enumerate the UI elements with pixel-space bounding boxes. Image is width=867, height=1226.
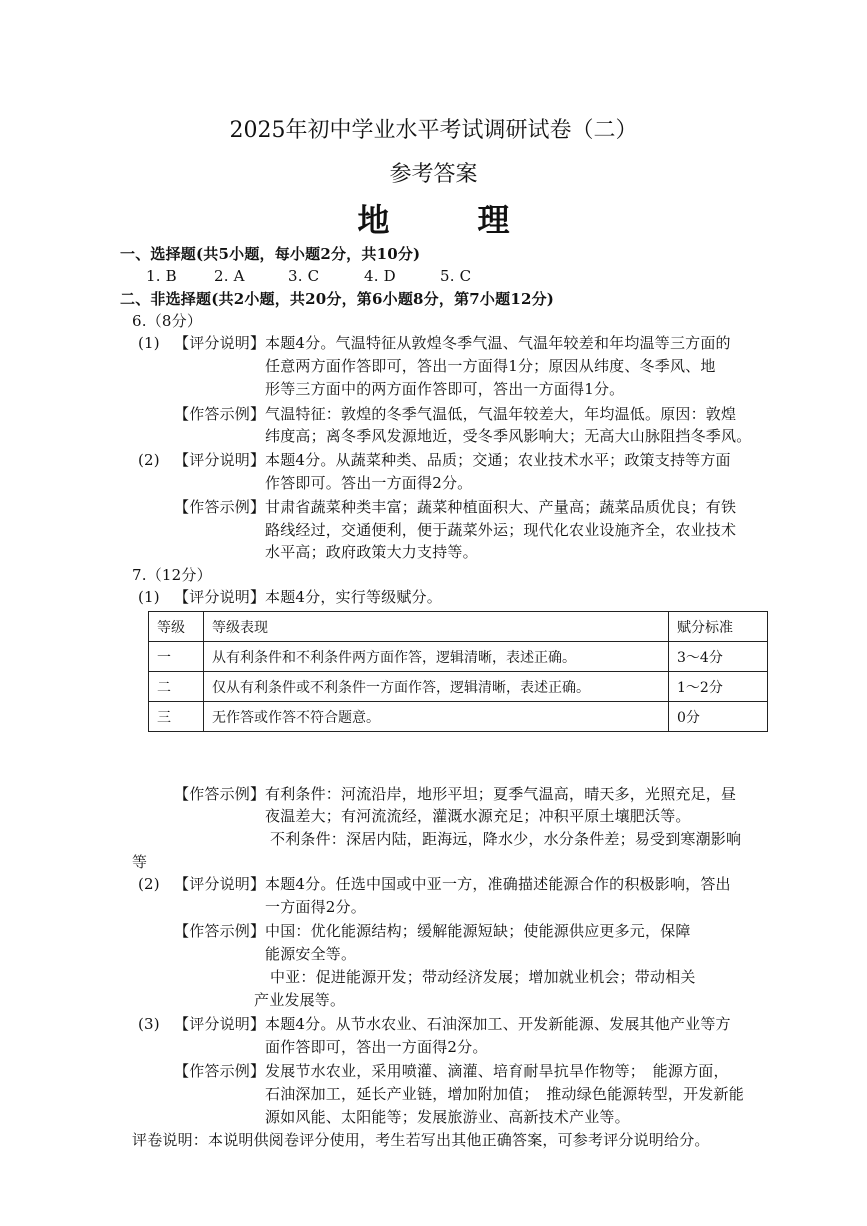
table-cell-score: 0分 <box>669 702 768 732</box>
table-cell-score: 3～4分 <box>669 642 768 672</box>
table-cell-score: 1～2分 <box>669 672 768 702</box>
answer-key-subtitle: 参考答案 <box>389 162 478 187</box>
q7-part3-number: (3) <box>138 1015 160 1033</box>
grading-table <box>148 611 768 732</box>
q7-part1-example-line: 夜温差大；有河流流经，灌溉水源充足；冲积平原土壤肥沃等。 <box>265 807 691 825</box>
table-row <box>149 642 768 672</box>
q7-part1-number: (1) <box>138 588 160 606</box>
q7-part1-example-line: 有利条件：河流沿岸，地形平坦；夏季气温高，晴天多，光照充足，昼 <box>265 785 737 803</box>
q6-part2-example-line: 路线经过，交通便利，便于蔬菜外运；现代化农业设施齐全，农业技术 <box>265 521 737 539</box>
q7-part2-example-line: 中国：优化能源结构；缓解能源短缺；使能源供应更多元，保障 <box>265 922 691 940</box>
answer-2: 2. A <box>214 267 245 285</box>
q6-part2-example-line: 水平高；政府政策大力支持等。 <box>265 543 478 561</box>
q7-part2-example-tag: 【作答示例】 <box>174 922 266 940</box>
section1-heading: 一、选择题(共5小题，每小题2分，共10分) <box>120 245 421 263</box>
q7-part2-eval-line: 本题4分。任选中国或中亚一方，准确描述能源合作的积极影响，答出 <box>265 875 731 893</box>
table-cell-level: 一 <box>149 642 204 672</box>
q6-part1-eval-line: 本题4分。气温特征从敦煌冬季气温、气温年较差和年均温等三方面的 <box>265 334 731 352</box>
q6-part1-eval-line: 形等三方面中的两方面作答即可，答出一方面得1分。 <box>265 380 625 398</box>
table-cell-performance: 仅从有利条件或不利条件一方面作答，逻辑清晰，表述正确。 <box>204 672 669 702</box>
table-header-row <box>149 612 768 642</box>
table-row <box>149 672 768 702</box>
table-row <box>149 702 768 732</box>
q6-part2-number: (2) <box>138 451 160 469</box>
q7-part2-eval-tag: 【评分说明】 <box>174 875 266 893</box>
q7-part3-example-line: 石油深加工，延长产业链，增加附加值； 推动绿色能源转型，开发新能 <box>265 1085 744 1103</box>
q6-part1-eval-tag: 【评分说明】 <box>174 334 266 352</box>
section2-heading: 二、非选择题(共2小题，共20分，第6小题8分，第7小题12分) <box>120 290 555 308</box>
q7-part2-eval-line: 一方面得2分。 <box>265 898 366 916</box>
q7-part1-example-line: 不利条件：深居内陆，距海远，降水少，水分条件差；易受到寒潮影响 <box>270 830 742 848</box>
q6-part1-example-line: 纬度高；离冬季风发源地近，受冬季风影响大；无高大山脉阻挡冬季风。 <box>265 427 752 445</box>
q6-part2-eval-line: 本题4分。从蔬菜种类、品质；交通；农业技术水平；政策支持等方面 <box>265 451 731 469</box>
table-cell-level: 三 <box>149 702 204 732</box>
q6-part1-example-line: 气温特征：敦煌的冬季气温低，气温年较差大，年均温低。原因：敦煌 <box>265 405 737 423</box>
q6-part1-number: (1) <box>138 334 160 352</box>
q7-part3-eval-line: 本题4分。从节水农业、石油深加工、开发新能源、发展其他产业等方 <box>265 1015 731 1033</box>
exam-title: 2025年初中学业水平考试调研试卷（二） <box>229 118 638 143</box>
q7-part2-number: (2) <box>138 875 160 893</box>
q6-part2-eval-line: 作答即可。答出一方面得2分。 <box>265 474 473 492</box>
answer-4: 4. D <box>364 267 396 285</box>
table-cell-performance: 从有利条件和不利条件两方面作答，逻辑清晰，表述正确。 <box>204 642 669 672</box>
q7-part1-eval-tag: 【评分说明】 <box>174 588 266 606</box>
q7-part3-eval-line: 面作答即可，答出一方面得2分。 <box>265 1038 488 1056</box>
subject-title: 地 理 <box>357 201 538 239</box>
grading-note: 评卷说明：本说明供阅卷评分使用，考生若写出其他正确答案，可参考评分说明给分。 <box>132 1131 710 1149</box>
q7-part3-eval-tag: 【评分说明】 <box>174 1015 266 1033</box>
q7-part1-eval-text: 本题4分，实行等级赋分。 <box>265 588 442 606</box>
q7-part1-example-line: 等 <box>132 853 148 871</box>
table-header-cell: 赋分标准 <box>669 612 768 642</box>
q6-part1-example-tag: 【作答示例】 <box>174 405 266 423</box>
q7-part2-example-line: 中亚：促进能源开发；带动经济发展；增加就业机会；带动相关 <box>270 968 696 986</box>
table-cell-performance: 无作答或作答不符合题意。 <box>204 702 669 732</box>
q7-label: 7.（12分） <box>132 566 212 584</box>
answer-5: 5. C <box>440 267 472 285</box>
table-header-cell: 等级 <box>149 612 204 642</box>
q7-part3-example-tag: 【作答示例】 <box>174 1062 266 1080</box>
q6-part2-example-tag: 【作答示例】 <box>174 498 266 516</box>
q7-part3-example-line: 发展节水农业，采用喷灌、滴灌、培育耐旱抗旱作物等； 能源方面， <box>265 1062 729 1080</box>
q6-part2-example-line: 甘肃省蔬菜种类丰富；蔬菜种植面积大、产量高；蔬菜品质优良；有铁 <box>265 498 737 516</box>
q6-part1-eval-line: 任意两方面作答即可，答出一方面得1分；原因从纬度、冬季风、地 <box>265 357 716 375</box>
answer-1: 1. B <box>146 267 177 285</box>
q6-part2-eval-tag: 【评分说明】 <box>174 451 266 469</box>
q7-part2-example-line: 能源安全等。 <box>265 945 357 963</box>
q7-part2-example-line: 产业发展等。 <box>254 991 346 1009</box>
answer-3: 3. C <box>288 267 320 285</box>
table-header-cell: 等级表现 <box>204 612 669 642</box>
q6-label: 6.（8分） <box>132 312 203 330</box>
q7-part3-example-line: 源如风能、太阳能等；发展旅游业、高新技术产业等。 <box>265 1108 630 1126</box>
table-cell-level: 二 <box>149 672 204 702</box>
q7-part1-example-tag: 【作答示例】 <box>174 785 266 803</box>
